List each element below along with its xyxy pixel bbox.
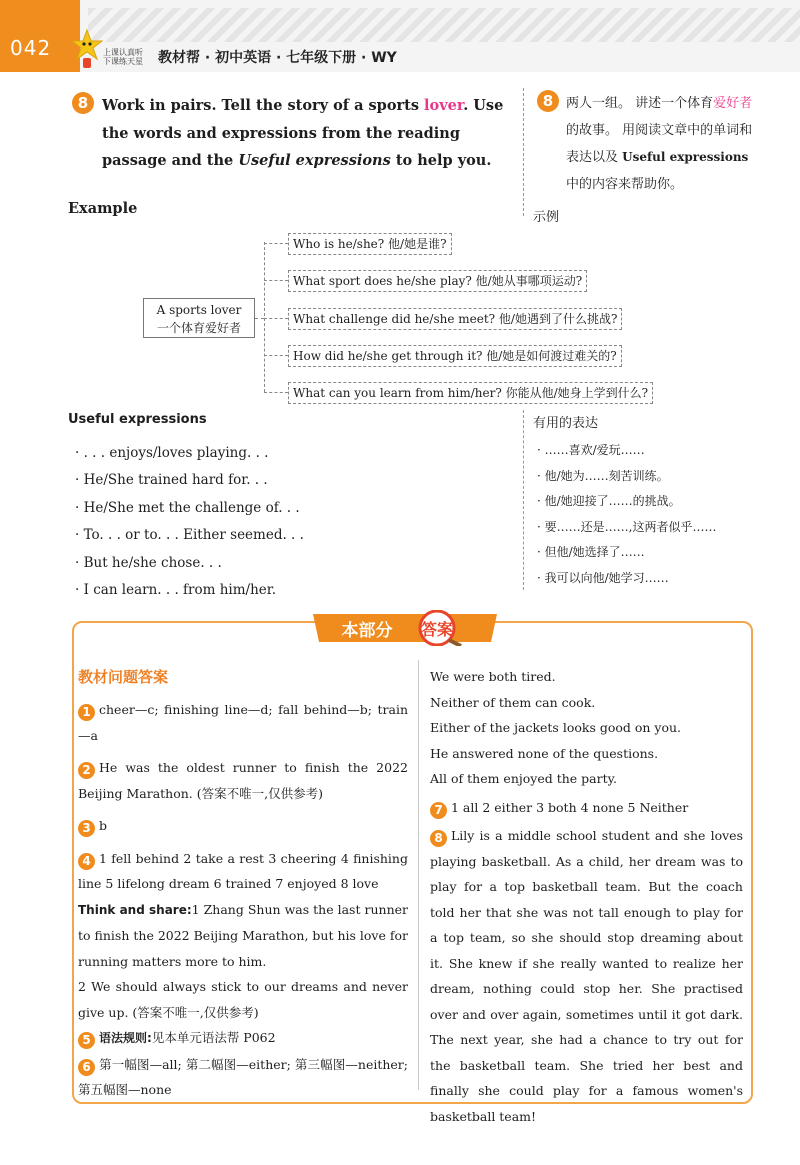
sentence-item: Either of the jackets looks good on you. bbox=[430, 720, 682, 735]
expression-item: · To. . . or to. . . Either seemed. . . bbox=[75, 527, 304, 544]
mindmap-root-cn: 一个体育爱好者 bbox=[156, 321, 241, 335]
page-number: 042 bbox=[10, 36, 52, 60]
answer-badge: 5 bbox=[78, 1032, 95, 1049]
answer-right-column bbox=[430, 664, 743, 1129]
answer-8-text: Lily is a middle school student and she loves playing basketball. As a child, her dream was to play for a top basketball team. But the coach told her that she was not tall enough to play for a top team, so she should stop dreaming about it. She knew if she really wanted to realize her dream, nothing could stop her. She practised over and over again, sometimes until it got dark. The next year, she had a chance to try out for the basketball team. She tried her best and finally she could play for a famous women's basketball team! bbox=[430, 828, 743, 1124]
sentence-item: All of them enjoyed the party. bbox=[430, 771, 617, 786]
answer-banner bbox=[305, 610, 505, 646]
mindmap-connector bbox=[264, 280, 288, 281]
task-cn-bold: Useful expressions bbox=[622, 150, 749, 164]
answer-badge: 1 bbox=[78, 704, 95, 721]
answer-6-text: 第一幅图—all; 第二幅图—either; 第三幅图—neither; 第五幅图—none bbox=[78, 1056, 408, 1097]
task-en-text-2: . Use the words and expressions from the reading passage and the bbox=[102, 97, 504, 169]
think-label: Think and share: bbox=[78, 902, 192, 917]
answer-column-divider bbox=[418, 660, 419, 1090]
answer-2-text: He was the oldest runner to finish the 2022 Beijing Marathon. (答案不唯一,仅供参考) bbox=[78, 760, 408, 801]
answer-6 bbox=[78, 1052, 408, 1103]
answer-badge: 2 bbox=[78, 762, 95, 779]
mindmap-connector bbox=[255, 318, 264, 319]
task-cn-text-3: 中的内容来帮助你。 bbox=[566, 177, 684, 192]
answer-7 bbox=[430, 795, 743, 821]
expression-item-cn: · 他/她为……刻苦训练。 bbox=[537, 468, 669, 483]
expression-item: · He/She trained hard for. . . bbox=[75, 472, 268, 489]
sentence-item: He answered none of the questions. bbox=[430, 745, 659, 761]
expression-item: · . . . enjoys/loves playing. . . bbox=[75, 445, 269, 461]
mindmap-root bbox=[143, 298, 255, 338]
answer-5-text: 见本单元语法帮 P062 bbox=[151, 1030, 276, 1045]
mindmap-branch: How did he/she get through it? 他/她是如何渡过难关的? bbox=[288, 345, 622, 367]
sentence-item: We were both tired. bbox=[430, 669, 556, 684]
book-title: 教材帮 · 初中英语 · 七年级下册 · WY bbox=[158, 50, 397, 66]
slogan-line-1: 上课认真听 bbox=[103, 48, 143, 57]
answer-badge: 8 bbox=[430, 830, 447, 847]
answer-badge: 3 bbox=[78, 820, 95, 837]
answer-5 bbox=[78, 1025, 408, 1052]
header-stripes bbox=[88, 8, 800, 42]
mindmap-branch: What can you learn from him/her? 你能从他/她身上学到什么? bbox=[288, 382, 653, 404]
mindmap-connector bbox=[264, 392, 288, 393]
task-en-highlight: lover bbox=[424, 97, 464, 114]
answer-3-text: b bbox=[99, 818, 108, 833]
column-divider bbox=[523, 410, 524, 590]
slogan bbox=[103, 48, 143, 66]
expression-item-cn: · 要……还是……,这两者似乎…… bbox=[537, 519, 717, 534]
answer-1 bbox=[78, 697, 408, 748]
banner-text: 本部分 bbox=[341, 621, 393, 641]
banner-answer-text: 答案 bbox=[420, 620, 454, 639]
useful-expressions-title-cn: 有用的表达 bbox=[533, 416, 599, 431]
answer-3 bbox=[78, 813, 408, 839]
expression-item-cn: · 我可以向他/她学习…… bbox=[537, 570, 669, 585]
answer-badge: 7 bbox=[430, 802, 447, 819]
slogan-line-2: 下课练天星 bbox=[103, 57, 143, 66]
answer-section-title: 教材问题答案 bbox=[78, 668, 169, 686]
answer-4-text: 1 fell behind 2 take a rest 3 cheering 4 finishing line 5 lifelong dream 6 trained 7 enjoyed 8 love bbox=[78, 850, 408, 891]
example-label: Example bbox=[68, 200, 138, 217]
useful-expressions-title: Useful expressions bbox=[68, 412, 207, 427]
think-1: 1 Zhang Shun was the last runner to finish the 2022 Beijing Marathon, but his love for running matters more to him. bbox=[78, 901, 408, 969]
answer-7-text: 1 all 2 either 3 both 4 none 5 Neither bbox=[451, 799, 689, 815]
task-number-badge-cn: 8 bbox=[537, 90, 559, 112]
column-divider bbox=[523, 88, 524, 216]
think-and-share bbox=[78, 897, 408, 975]
mindmap-branch: Who is he/she? 他/她是谁? bbox=[288, 233, 452, 255]
task-en-italic: Useful expressions bbox=[238, 152, 391, 169]
task-cn-text-1: 两人一组。 讲述一个体育 bbox=[566, 96, 714, 111]
task-number-badge: 8 bbox=[72, 92, 94, 114]
answer-badge: 4 bbox=[78, 853, 95, 870]
answer-2 bbox=[78, 755, 408, 806]
mindmap-root-en: A sports lover bbox=[156, 303, 242, 317]
expression-item: · He/She met the challenge of. . . bbox=[75, 499, 300, 516]
mindmap-connector bbox=[264, 318, 288, 319]
useful-expressions-list bbox=[75, 440, 304, 604]
mindmap-branch: What challenge did he/she meet? 他/她遇到了什么挑战? bbox=[288, 308, 622, 330]
answer-left-column bbox=[78, 697, 408, 1103]
mindmap-branch: What sport does he/she play? 他/她从事哪项运动? bbox=[288, 270, 587, 292]
expression-item-cn: · 但他/她选择了…… bbox=[537, 545, 645, 559]
answer-4 bbox=[78, 846, 408, 897]
sentence-item: Neither of them can cook. bbox=[430, 694, 596, 710]
expression-item-cn: · 他/她迎接了……的挑战。 bbox=[537, 494, 681, 508]
star-mascot-icon bbox=[70, 28, 104, 70]
think-2: 2 We should always stick to our dreams and never give up. (答案不唯一,仅供参考) bbox=[78, 979, 408, 1020]
task-cn-text-2: 的故事。 用阅读文章中的单词和表达以及 bbox=[566, 123, 753, 165]
mindmap-connector bbox=[264, 243, 288, 244]
task-en-text-3: to help you. bbox=[390, 152, 492, 169]
expression-item-cn: · ……喜欢/爱玩…… bbox=[537, 443, 645, 457]
answer-8 bbox=[430, 823, 743, 1129]
mindmap-connector bbox=[264, 355, 288, 356]
task-cn-highlight: 爱好者 bbox=[713, 96, 753, 111]
example-label-cn: 示例 bbox=[533, 210, 560, 225]
answer-badge: 6 bbox=[78, 1059, 95, 1076]
task-instructions-cn bbox=[566, 90, 754, 198]
expression-item: · But he/she chose. . . bbox=[75, 554, 222, 571]
answer-1-text: cheer—c; finishing line—d; fall behind—b; train—a bbox=[78, 702, 408, 743]
mindmap-spine bbox=[264, 242, 265, 392]
task-en-text-1: Work in pairs. Tell the story of a sports bbox=[102, 97, 425, 114]
useful-expressions-list-cn bbox=[537, 438, 716, 591]
answer-5-label: 语法规则: bbox=[99, 1031, 152, 1045]
expression-item: · I can learn. . . from him/her. bbox=[75, 582, 277, 599]
task-instructions-en bbox=[102, 92, 512, 175]
